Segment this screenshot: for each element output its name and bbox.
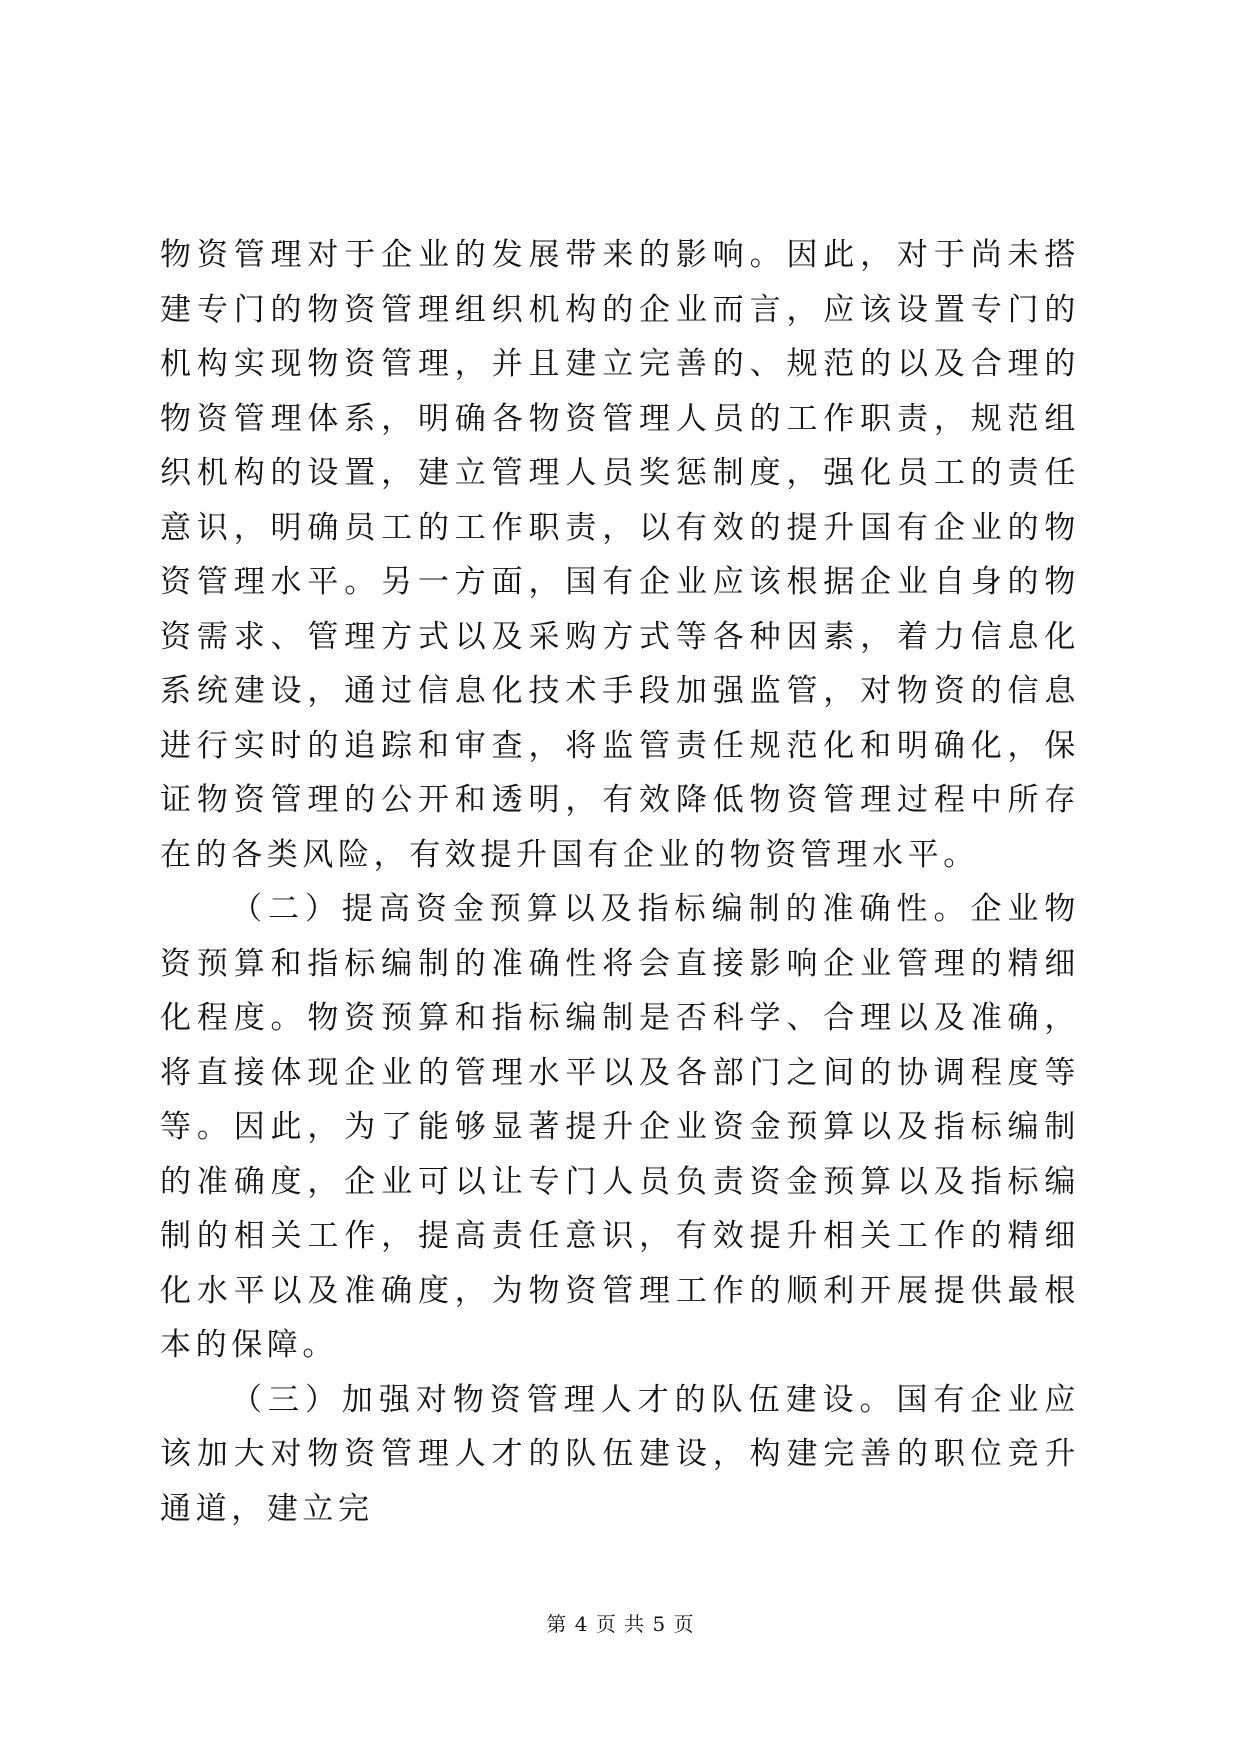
- paragraph-3: （三）加强对物资管理人才的队伍建设。国有企业应该加大对物资管理人才的队伍建设，构建完善的职位竞升通道，建立完: [160, 1381, 1080, 1527]
- paragraph-2: （二）提高资金预算以及指标编制的准确性。企业物资预算和指标编制的准确性将会直接影响企业管理的精细化程度。物资预算和指标编制是否科学、合理以及准确，将直接体现企业的管理水平以及各部门之间的协调程度等等。因此，为了能够显著提升企业资金预算以及指标编制的准确度，企业可以让专门人员负责资金预算以及指标编制的相关工作，提高责任意识，有效提升相关工作的精细化水平以及准确度，为物资管理工作的顺利开展提供最根本的保障。: [160, 891, 1080, 1363]
- paragraph-1: 物资管理对于企业的发展带来的影响。因此，对于尚未搭建专门的物资管理组织机构的企业而言，应该设置专门的机构实现物资管理，并且建立完善的、规范的以及合理的物资管理体系，明确各物资管理人员的工作职责，规范组织机构的设置，建立管理人员奖惩制度，强化员工的责任意识，明确员工的工作职责，以有效的提升国有企业的物资管理水平。另一方面，国有企业应该根据企业自身的物资需求、管理方式以及采购方式等各种因素，着力信息化系统建设，通过信息化技术手段加强监管，对物资的信息进行实时的追踪和审查，将监管责任规范化和明确化，保证物资管理的公开和透明，有效降低物资管理过程中所存在的各类风险，有效提升国有企业的物资管理水平。: [160, 237, 1080, 873]
- page-footer: 第 4 页 共 5 页: [546, 1612, 695, 1636]
- document-body: [160, 228, 1080, 1536]
